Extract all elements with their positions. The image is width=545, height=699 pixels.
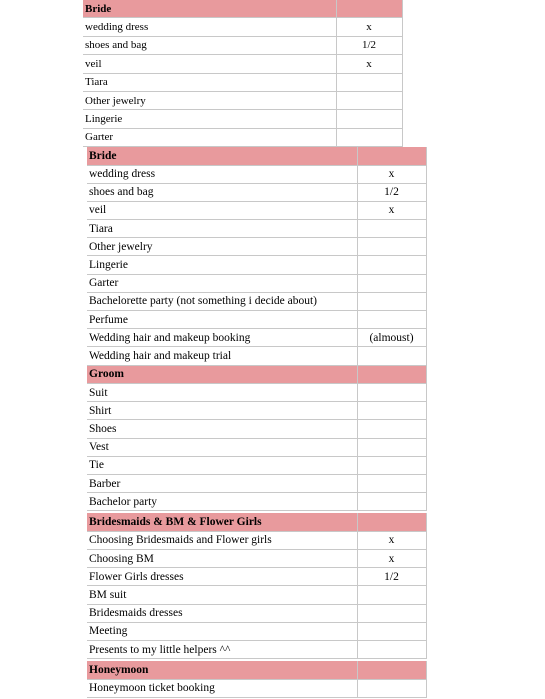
table-row [87,550,426,568]
task-label[interactable]: Meeting [87,622,357,640]
task-label[interactable]: Flower Girls dresses [87,568,357,586]
section-header-row [87,365,426,384]
status-cell[interactable] [357,365,426,384]
status-cell[interactable]: x [357,531,426,549]
table-row [83,128,402,146]
status-cell[interactable] [357,420,426,438]
task-label[interactable]: wedding dress [87,165,357,183]
status-cell[interactable] [357,384,426,402]
task-label[interactable]: Shirt [87,402,357,420]
checklist-rows-top [83,0,402,147]
table-row [83,18,402,36]
status-cell[interactable]: x [357,165,426,183]
status-cell[interactable]: 1/2 [357,568,426,586]
table-row [83,36,402,54]
task-label[interactable]: Suit [87,384,357,402]
task-label[interactable]: shoes and bag [87,183,357,201]
status-cell[interactable] [357,475,426,493]
status-cell[interactable] [336,110,402,128]
table-row [87,475,426,493]
table-row [87,183,426,201]
status-cell[interactable]: 1/2 [357,183,426,201]
table-row [87,347,426,365]
status-cell[interactable] [357,311,426,329]
status-cell[interactable] [357,147,426,165]
section-title[interactable]: Groom [87,365,357,384]
task-label[interactable]: Garter [87,274,357,292]
table-row [87,402,426,420]
task-label[interactable]: Other jewelry [83,91,336,109]
status-cell[interactable] [336,73,402,91]
status-cell[interactable]: x [357,201,426,219]
status-cell[interactable] [357,679,426,697]
table-row [87,256,426,274]
table-row [87,568,426,586]
status-cell[interactable] [357,622,426,640]
status-cell[interactable] [357,402,426,420]
section-title[interactable]: Bridesmaids & BM & Flower Girls [87,513,357,531]
section-header-row [87,147,426,165]
task-label[interactable]: wedding dress [83,18,336,36]
table-row [87,220,426,238]
task-label[interactable]: shoes and bag [83,36,336,54]
table-row [83,55,402,73]
table-row [87,292,426,310]
section-title[interactable]: Bride [83,0,336,18]
status-cell[interactable]: x [336,55,402,73]
status-cell[interactable]: 1/2 [336,36,402,54]
status-cell[interactable]: x [336,18,402,36]
status-cell[interactable] [357,586,426,604]
status-cell[interactable] [357,661,426,679]
task-label[interactable]: Perfume [87,311,357,329]
table-row [87,329,426,347]
task-label[interactable]: Tie [87,456,357,474]
table-row [87,586,426,604]
table-row [87,531,426,549]
status-cell[interactable] [336,0,402,18]
section-header-row [87,513,426,531]
status-cell[interactable] [357,456,426,474]
status-cell[interactable]: (almoust) [357,329,426,347]
table-row [87,438,426,456]
status-cell[interactable] [357,220,426,238]
table-row [87,274,426,292]
task-label[interactable]: Lingerie [87,256,357,274]
task-label[interactable]: veil [83,55,336,73]
status-cell[interactable] [357,604,426,622]
table-row [83,110,402,128]
table-row [87,165,426,183]
task-label[interactable]: Choosing BM [87,550,357,568]
table-row [87,238,426,256]
task-label[interactable]: Shoes [87,420,357,438]
status-cell[interactable] [336,91,402,109]
table-row [87,420,426,438]
task-label[interactable]: Wedding hair and makeup booking [87,329,357,347]
table-row [87,311,426,329]
task-label[interactable]: BM suit [87,586,357,604]
table-row [87,604,426,622]
section-header-row [83,0,402,18]
task-label[interactable]: Other jewelry [87,238,357,256]
task-label[interactable]: Wedding hair and makeup trial [87,347,357,365]
task-label[interactable]: Barber [87,475,357,493]
checklist-rows-main [87,147,426,697]
task-label[interactable]: Lingerie [83,110,336,128]
table-row [83,91,402,109]
table-row [87,201,426,219]
task-label[interactable]: Honeymoon ticket booking [87,679,357,697]
task-label[interactable]: Bridesmaids dresses [87,604,357,622]
task-label[interactable]: Garter [83,128,336,146]
status-cell[interactable] [357,438,426,456]
task-label[interactable]: Tiara [83,73,336,91]
section-header-row [87,661,426,679]
table-row [87,622,426,640]
task-label[interactable]: Vest [87,438,357,456]
status-cell[interactable] [357,238,426,256]
task-label[interactable]: veil [87,201,357,219]
table-row [87,679,426,697]
status-cell[interactable] [336,128,402,146]
task-label[interactable]: Presents to my little helpers ^^ [87,641,357,659]
section-title[interactable]: Honeymoon [87,661,357,679]
table-row [87,384,426,402]
status-cell[interactable] [357,292,426,310]
task-label[interactable]: Tiara [87,220,357,238]
task-label[interactable]: Bachelor party [87,493,357,511]
table-row [87,493,426,511]
status-cell[interactable] [357,493,426,511]
task-label[interactable]: Choosing Bridesmaids and Flower girls [87,531,357,549]
status-cell[interactable] [357,347,426,365]
task-label[interactable]: Bachelorette party (not something i decide about) [87,292,357,310]
table-row [83,73,402,91]
section-title[interactable]: Bride [87,147,357,165]
table-row [87,641,426,659]
checklist-table-top [83,0,403,147]
table-row [87,456,426,474]
status-cell[interactable] [357,256,426,274]
checklist-table-main [87,147,427,698]
status-cell[interactable] [357,641,426,659]
status-cell[interactable]: x [357,550,426,568]
status-cell[interactable] [357,274,426,292]
status-cell[interactable] [357,513,426,531]
